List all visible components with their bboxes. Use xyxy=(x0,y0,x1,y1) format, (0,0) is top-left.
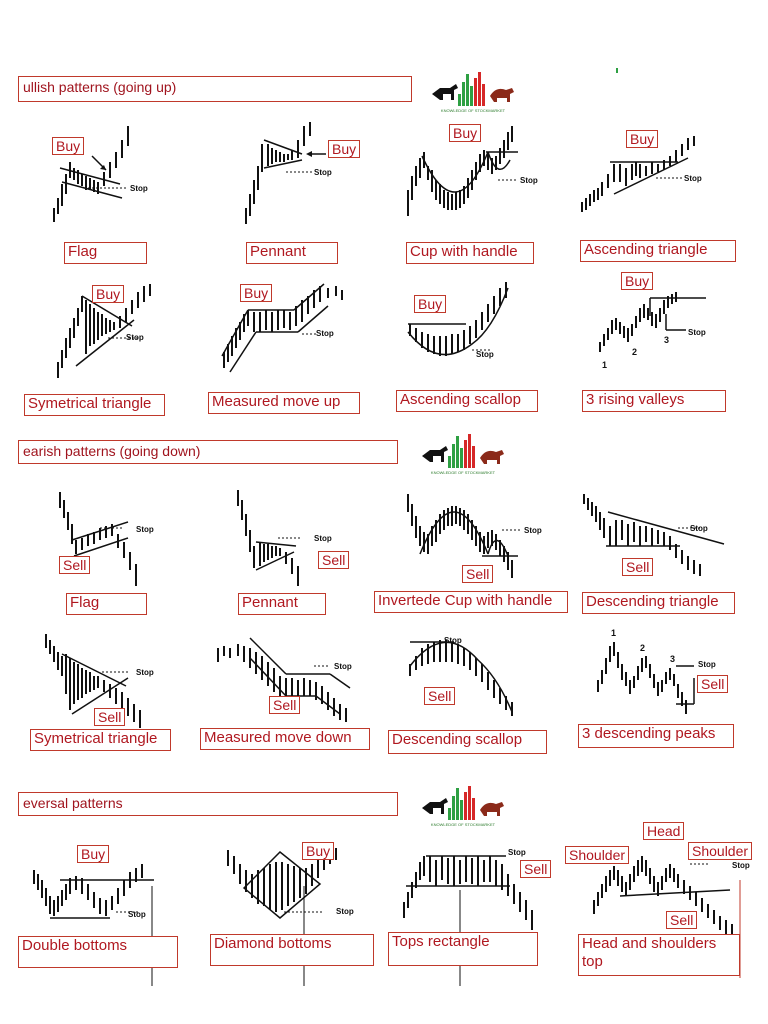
buy-tag: Buy xyxy=(414,295,446,313)
price-bars xyxy=(246,122,310,224)
stop-label: Stop xyxy=(508,848,526,857)
price-bars xyxy=(404,856,532,930)
pattern-label: Cup with handle xyxy=(406,242,534,264)
logo-caption: KNOWLEDGE OF STOCKMARKET xyxy=(430,470,496,475)
buy-tag: Buy xyxy=(449,124,481,142)
stop-label: Stop xyxy=(690,524,708,533)
green-mark xyxy=(616,68,618,73)
shoulder-label-left: Shoulder xyxy=(565,846,629,864)
peak-number-1: 1 xyxy=(611,628,617,638)
pattern-label: Flag xyxy=(66,593,147,615)
logo-bull-bear xyxy=(420,432,506,476)
pattern-label: Symetrical triangle xyxy=(24,394,165,416)
price-bars xyxy=(408,494,512,578)
valley-number-1: 1 xyxy=(602,360,608,370)
shoulder-label-right: Shoulder xyxy=(688,842,752,860)
price-bars xyxy=(46,634,140,728)
flag-down-diagram xyxy=(54,488,144,598)
stop-label: Stop xyxy=(126,333,144,342)
stop-label: Stop xyxy=(732,861,750,870)
stop-label: Stop xyxy=(520,176,538,185)
stop-label: Stop xyxy=(334,662,352,671)
stop-label: Stop xyxy=(316,329,334,338)
buy-tag: Buy xyxy=(328,140,360,158)
stop-label: Stop xyxy=(128,910,146,919)
head-label: Head xyxy=(643,822,684,840)
logo-bull-bear xyxy=(420,784,506,828)
stop-label: Stop xyxy=(444,636,462,645)
pattern-label: 3 rising valleys xyxy=(582,390,726,412)
peak-number-3: 3 xyxy=(670,654,676,664)
stop-label: Stop xyxy=(524,526,542,535)
pattern-label: Ascending scallop xyxy=(396,390,538,412)
stop-label: Stop xyxy=(314,168,332,177)
stop-label: Stop xyxy=(336,907,354,916)
sell-tag: Sell xyxy=(269,696,300,714)
section-title-bullish: ullish patterns (going up) xyxy=(18,76,412,102)
pattern-label: Pennant xyxy=(246,242,338,264)
descending-scallop-diagram xyxy=(404,630,524,720)
section-title-reversal: eversal patterns xyxy=(18,792,398,816)
sell-tag: Sell xyxy=(318,551,349,569)
sell-tag: Sell xyxy=(666,911,697,929)
pattern-label: 3 descending peaks xyxy=(578,724,734,748)
stop-label: Stop xyxy=(136,668,154,677)
stop-label: Stop xyxy=(314,534,332,543)
valley-number-3: 3 xyxy=(664,335,670,345)
peak-number-2: 2 xyxy=(640,643,646,653)
sell-tag: Sell xyxy=(520,860,551,878)
buy-tag: Buy xyxy=(240,284,272,302)
stop-label: Stop xyxy=(130,184,148,193)
pattern-label: Invertede Cup with handle xyxy=(374,591,568,613)
buy-tag: Buy xyxy=(302,842,334,860)
price-bars xyxy=(34,864,142,916)
pattern-label: Head and shoulders top xyxy=(578,934,740,976)
stop-label: Stop xyxy=(476,350,494,359)
sell-tag: Sell xyxy=(697,675,728,693)
stop-label: Stop xyxy=(684,174,702,183)
logo-caption: KNOWLEDGE OF STOCKMARKET xyxy=(430,822,496,827)
buy-tag: Buy xyxy=(77,845,109,863)
pattern-label: Ascending triangle xyxy=(580,240,736,262)
pattern-label: Pennant xyxy=(238,593,326,615)
pattern-label: Tops rectangle xyxy=(388,932,538,966)
logo-bull-bear xyxy=(430,70,516,114)
buy-tag: Buy xyxy=(621,272,653,290)
price-bars xyxy=(410,282,506,356)
pattern-label: Measured move down xyxy=(200,728,370,750)
stop-label: Stop xyxy=(698,660,716,669)
stop-label: Stop xyxy=(688,328,706,337)
pattern-label: Double bottoms xyxy=(18,936,178,968)
valley-number-2: 2 xyxy=(632,347,638,357)
buy-tag: Buy xyxy=(52,137,84,155)
sell-tag: Sell xyxy=(59,556,90,574)
price-bars xyxy=(594,856,732,938)
pattern-label: Measured move up xyxy=(208,392,360,414)
pattern-label: Descending scallop xyxy=(388,730,547,754)
pattern-label: Descending triangle xyxy=(582,592,735,614)
sell-tag: Sell xyxy=(462,565,493,583)
sell-tag: Sell xyxy=(94,708,125,726)
sell-tag: Sell xyxy=(622,558,653,576)
pattern-label: Symetrical triangle xyxy=(30,729,171,751)
section-title-bearish: earish patterns (going down) xyxy=(18,440,398,464)
ascending-scallop-diagram xyxy=(402,280,522,370)
logo-caption: KNOWLEDGE OF STOCKMARKET xyxy=(440,108,506,113)
buy-tag: Buy xyxy=(92,285,124,303)
pattern-label: Diamond bottoms xyxy=(210,934,374,966)
pattern-label: Flag xyxy=(64,242,147,264)
descending-triangle-diagram xyxy=(580,490,730,580)
pennant-down-diagram xyxy=(232,486,312,596)
stop-label: Stop xyxy=(136,525,154,534)
price-bars xyxy=(238,490,298,586)
buy-tag: Buy xyxy=(626,130,658,148)
sell-tag: Sell xyxy=(424,687,455,705)
three-descending-peaks-diagram xyxy=(594,628,724,718)
diamond-bottoms-diagram xyxy=(224,846,354,926)
